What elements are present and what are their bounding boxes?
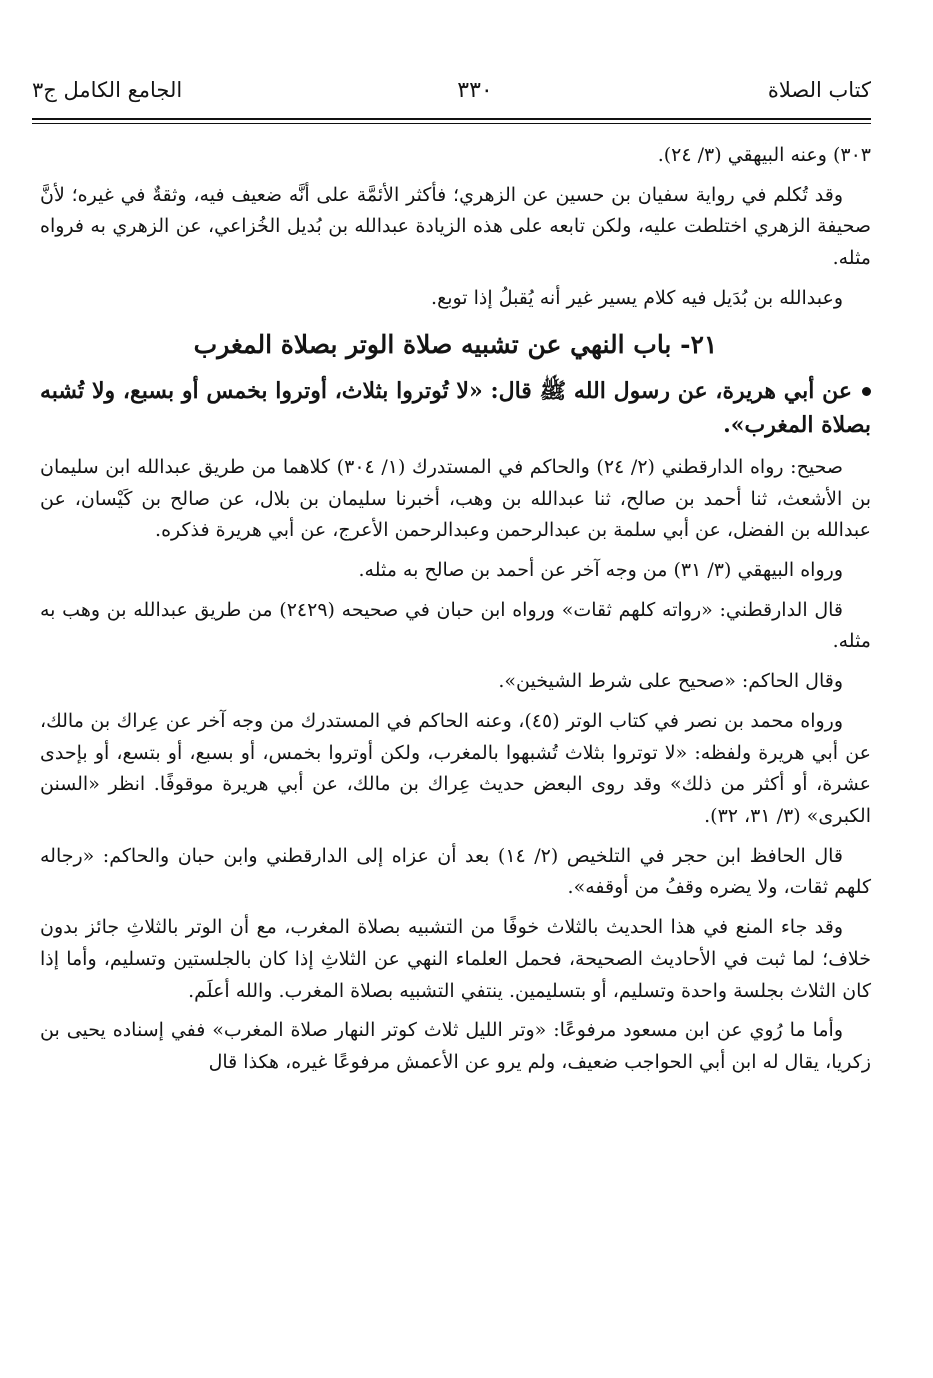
commentary-paragraph: وقد جاء المنع في هذا الحديث بالثلاث خوفًا من التشبيه بصلاة المغرب، مع أن الوتر بالثلاثِ جائز بدون خلاف؛ لما ثبت في الأحاديث الصحيحة، فحمل العلماء النهي عن الثلاثِ إذا كان بالجلستين وتسليم، وأما إذا كان الثلاث بجلسة واحدة وتسليم، أو بتسليمين. ينتفي التشبيه بصلاة المغرب. والله أعلَم. — [40, 916, 871, 1002]
paragraph: وقد تُكلم في رواية سفيان بن حسين عن الزهري؛ فأكثر الأئمَّة على أنَّه ضعيف فيه، وثقةٌ في غيره؛ لأنَّ صحيفة الزهري اختلطت عليه، ولكن تابعه على هذه الزيادة عبدالله بن بُديل الخُزاعي، عن الزهري به فرواه مثله. — [40, 183, 871, 270]
hadith-body: عن أبي هريرة، عن رسول الله ﷺ قال: «لا تُوتروا بثلاث، أوتروا بخمس أو بسبع، ولا تُشبه بصلاة المغرب». — [40, 377, 871, 438]
commentary-paragraph: قال الحافظ ابن حجر في التلخيص (٢/ ١٤) بعد أن عزاه إلى الدارقطني وابن حبان والحاكم: «رجاله كلهم ثقات، ولا يضره وقفُ من أوقفه». — [40, 844, 871, 899]
commentary-paragraph: وقال الحاكم: «صحيح على شرط الشيخين». — [498, 670, 843, 693]
running-header — [32, 70, 871, 110]
chapter-title: كتاب الصلاة — [767, 78, 871, 102]
section-heading: ٢١- باب النهي عن تشبيه صلاة الوتر بصلاة المغرب — [193, 329, 718, 359]
paragraph: وعبدالله بن بُدَيل فيه كلام يسير غير أنه يُقبلُ إذا توبع. — [431, 286, 843, 309]
bullet-icon — [862, 387, 871, 396]
commentary-paragraph: قال الدارقطني: «رواته كلهم ثقات» ورواه ابن حبان في صحيحه (٢٤٢٩) من طريق عبدالله بن وهب به مثله. — [40, 598, 871, 653]
commentary-paragraph: وأما ما رُوي عن ابن مسعود مرفوعًا: «وتر الليل ثلاث كوتر النهار صلاة المغرب» ففي إسناده يحيى بن زكريا، يقال له ابن أبي الحواجب ضعيف، ولم يرو عن الأعمش مرفوعًا غيره، هكذا قال — [40, 1019, 871, 1073]
footnote-line: ٣٠٣) وعنه البيهقي (٣/ ٢٤). — [657, 144, 871, 166]
hadith-text — [40, 374, 871, 442]
commentary-paragraph: صحيح: رواه الدارقطني (٢/ ٢٤) والحاكم في المستدرك (١/ ٣٠٤) كلاهما من طريق عبدالله ابن سليمان بن الأشعث، ثنا أحمد بن صالح، ثنا عبدالله بن وهب، أخبرنا سليمان بن بلال، عن صالح بن كَيْسان، عن عبدالله بن الفضل، عن أبي سلمة بن عبدالرحمن وعبدالرحمن الأعرج، عن أبي هريرة فذكره. — [40, 455, 871, 542]
page-body — [40, 140, 871, 1087]
header-rule-thin — [32, 123, 871, 124]
commentary-paragraph: ورواه محمد بن نصر في كتاب الوتر (٤٥)، وعنه الحاكم في المستدرك من وجه آخر عن عِراك بن مالك، عن أبي هريرة ولفظه: «لا توتروا بثلاث تُشبهوا بالمغرب، ولكن أوتروا بخمس، أو بسبع، أو بتسع، أو بإحدى عشرة، أو أكثر من ذلك» وقد روى البعض حديث عِراك بن مالك، عن أبي هريرة موقوفًا. انظر «السنن الكبرى» (٣/ ٣١، ٣٢). — [40, 709, 871, 827]
page-number: ٣٣٠ — [457, 77, 493, 103]
header-rule-thick — [32, 118, 871, 120]
commentary-paragraph: ورواه البيهقي (٣/ ٣١) من وجه آخر عن أحمد بن صالح به مثله. — [358, 558, 843, 581]
book-title: الجامع الكامل ج٣ — [32, 78, 183, 102]
